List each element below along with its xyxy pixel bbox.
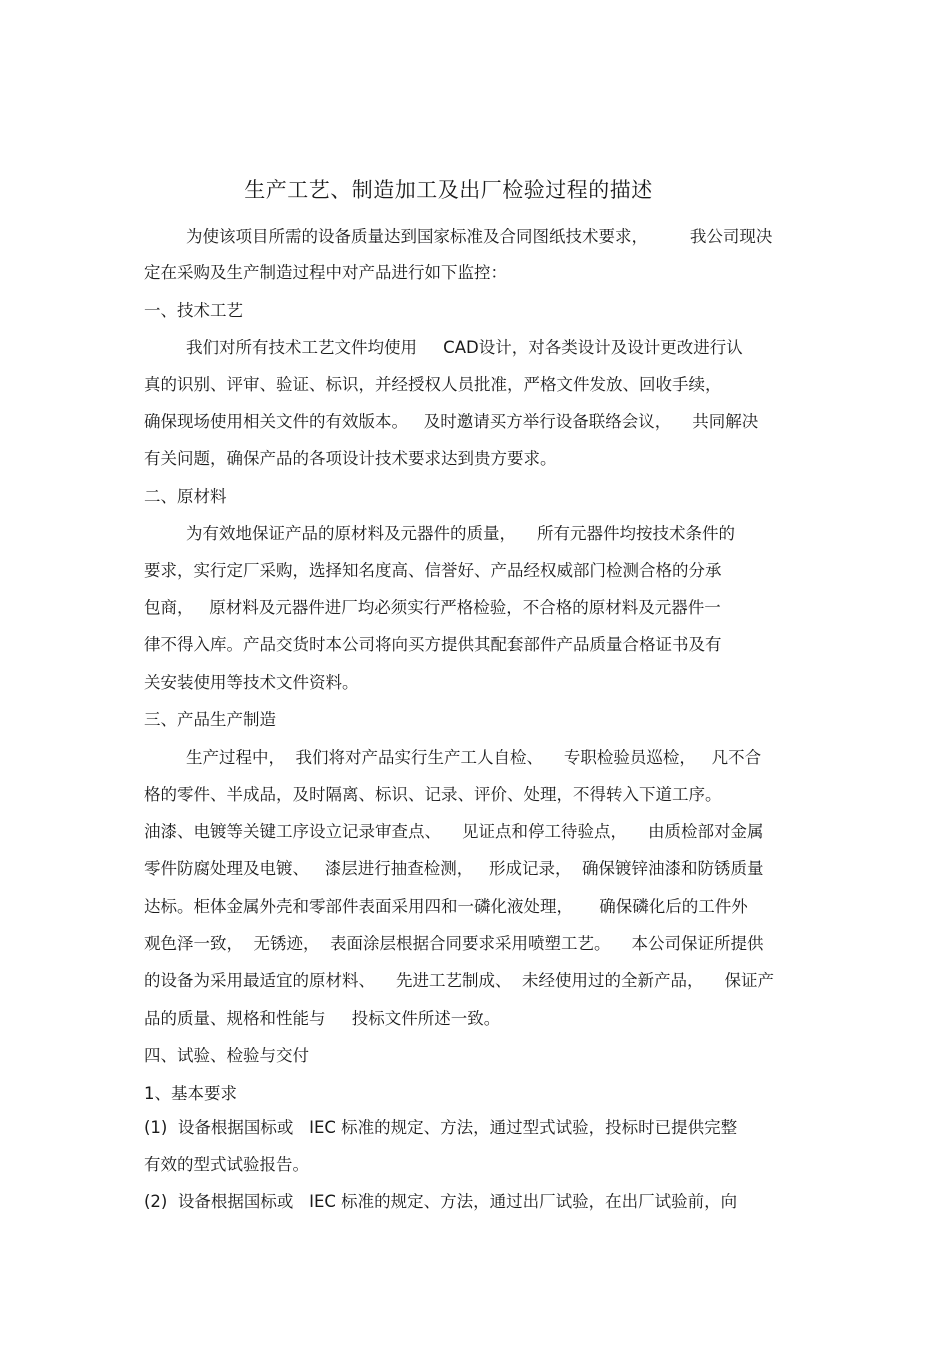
list-item-line: (1) 设备根据国标或 IEC 标准的规定、方法，通过型式试验，投标时已提供完整 — [144, 1118, 738, 1137]
paragraph-line: 确保现场使用相关文件的有效版本。 及时邀请买方举行设备联络会议， 共同解决 — [144, 412, 759, 431]
list-item-line: (2) 设备根据国标或 IEC 标准的规定、方法，通过出厂试验，在出厂试验前，向 — [144, 1192, 738, 1211]
paragraph-line: 的设备为采用最适宜的原材料、 先进工艺制成、 未经使用过的全新产品， 保证产 — [144, 971, 774, 990]
section-heading: 一、技术工艺 — [144, 301, 243, 320]
paragraph-line: 要求，实行定厂采购，选择知名度高、信誉好、产品经权威部门检测合格的分承 — [144, 561, 722, 580]
list-item-line: 有效的型式试验报告。 — [144, 1155, 309, 1174]
paragraph-line: 品的质量、规格和性能与 投标文件所述一致。 — [144, 1009, 501, 1028]
paragraph-line: 油漆、电镀等关键工序设立记录审查点、 见证点和停工待验点， 由质检部对金属 — [144, 822, 764, 841]
paragraph-line: 观色泽一致， 无锈迹， 表面涂层根据合同要求采用喷塑工艺。 本公司保证所提供 — [144, 934, 764, 953]
subsection-heading: 1、基本要求 — [144, 1084, 237, 1103]
document-title: 生产工艺、制造加工及出厂检验过程的描述 — [244, 178, 653, 202]
paragraph-line: 有关问题，确保产品的各项设计技术要求达到贵方要求。 — [144, 449, 557, 468]
paragraph-line: 我们对所有技术工艺文件均使用 CAD设计，对各类设计及设计更改进行认 — [144, 338, 743, 357]
paragraph-line: 生产过程中， 我们将对产品实行生产工人自检、 专职检验员巡检， 凡不合 — [144, 748, 762, 767]
section-heading: 四、试验、检验与交付 — [144, 1046, 309, 1065]
paragraph-line: 为使该项目所需的设备质量达到国家标准及合同图纸技术要求， 我公司现决 — [144, 227, 773, 246]
section-heading: 三、产品生产制造 — [144, 710, 276, 729]
paragraph-line: 为有效地保证产品的原材料及元器件的质量， 所有元器件均按技术条件的 — [144, 524, 735, 543]
paragraph-line: 定在采购及生产制造过程中对产品进行如下监控： — [144, 263, 507, 282]
paragraph-line: 零件防腐处理及电镀、 漆层进行抽查检测， 形成记录， 确保镀锌油漆和防锈质量 — [144, 859, 764, 878]
paragraph-line: 关安装使用等技术文件资料。 — [144, 673, 359, 692]
paragraph-line: 格的零件、半成品，及时隔离、标识、记录、评价、处理，不得转入下道工序。 — [144, 785, 722, 804]
paragraph-line: 律不得入库。产品交货时本公司将向买方提供其配套部件产品质量合格证书及有 — [144, 635, 722, 654]
paragraph-line: 真的识别、评审、验证、标识，并经授权人员批准，严格文件发放、回收手续， — [144, 375, 722, 394]
paragraph-line: 达标。柜体金属外壳和零部件表面采用四和一磷化液处理， 确保磷化后的工件外 — [144, 897, 748, 916]
paragraph-line: 包商， 原材料及元器件进厂均必须实行严格检验，不合格的原材料及元器件一 — [144, 598, 721, 617]
section-heading: 二、原材料 — [144, 487, 227, 506]
